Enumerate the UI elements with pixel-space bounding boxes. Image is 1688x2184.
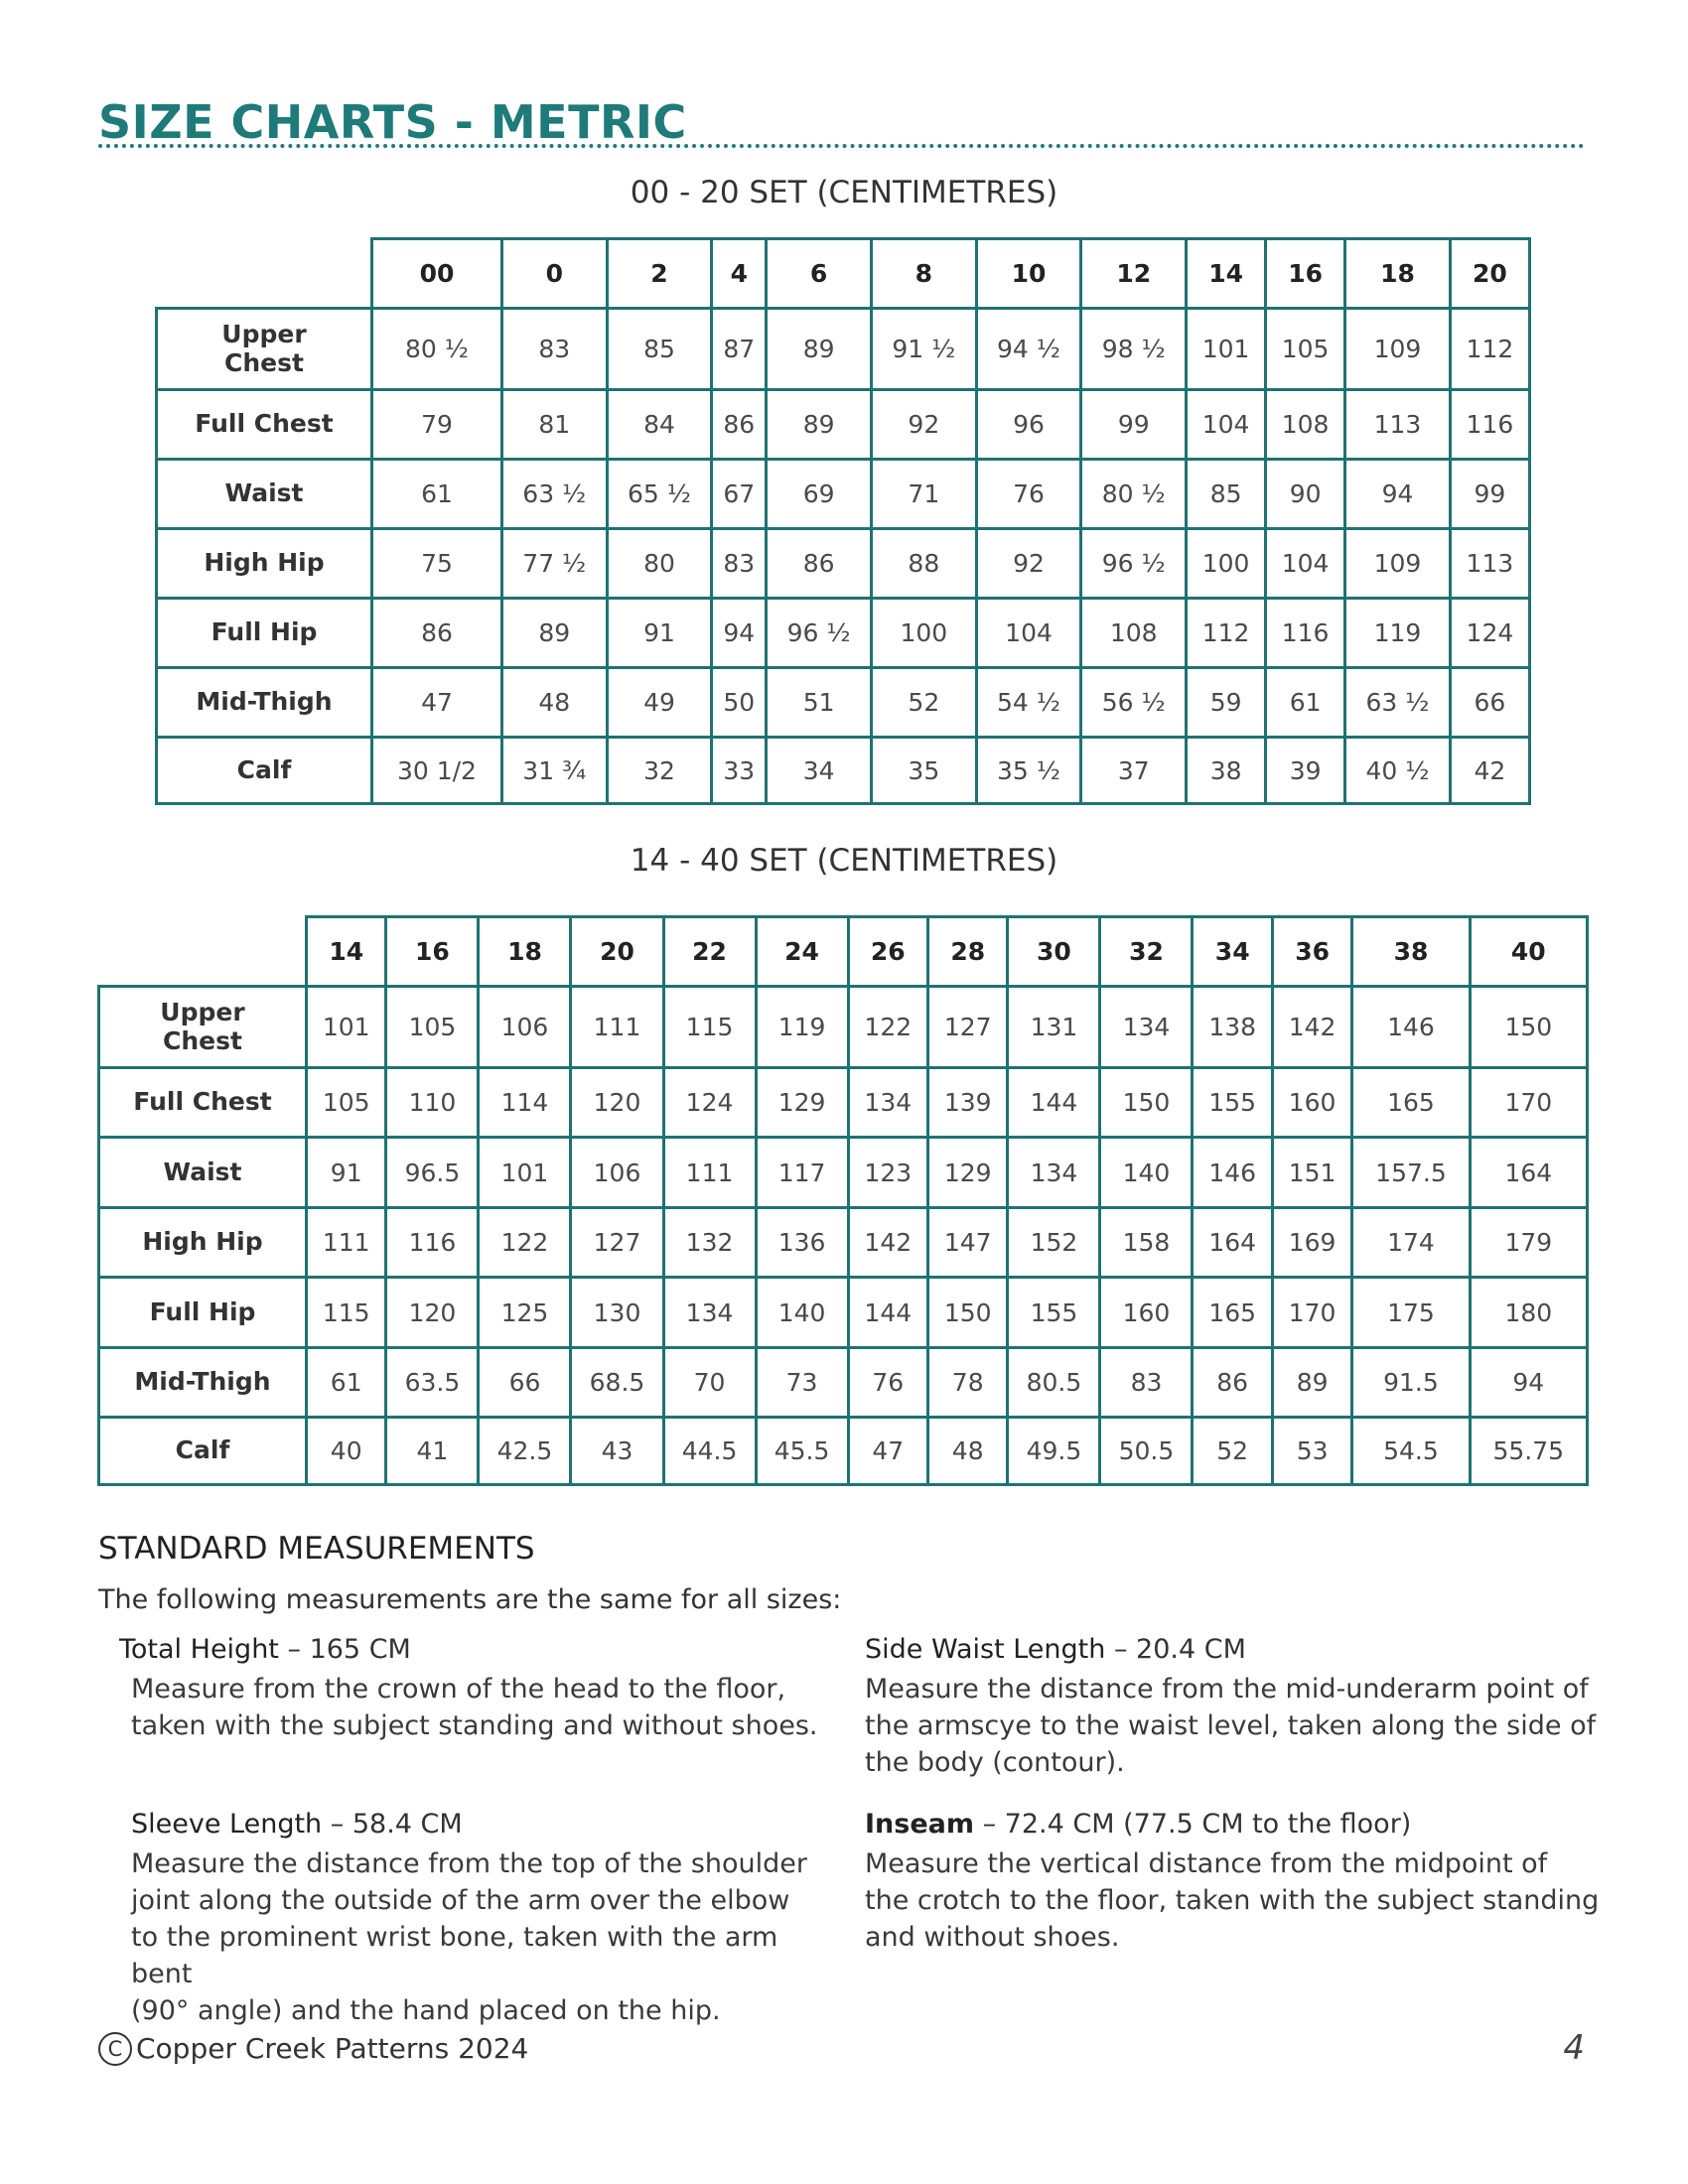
table-cell: 80 ½ [1081, 460, 1187, 529]
size-column-header: 12 [1081, 239, 1187, 309]
table-cell: 66 [479, 1348, 571, 1418]
table-cell: 129 [928, 1138, 1008, 1208]
table-cell: 61 [307, 1348, 386, 1418]
table-cell: 111 [307, 1208, 386, 1278]
table-cell: 94 ½ [976, 309, 1081, 390]
table-cell: 165 [1193, 1278, 1272, 1348]
table-cell: 52 [1193, 1418, 1272, 1485]
table-cell: 85 [607, 309, 712, 390]
table-cell: 41 [386, 1418, 479, 1485]
table-row [99, 1068, 1588, 1138]
table-cell: 142 [848, 1208, 927, 1278]
measurement-heading [865, 1634, 1600, 1665]
measurement-description [119, 1671, 834, 1744]
table-cell: 169 [1272, 1208, 1351, 1278]
table-cell: 89 [501, 599, 607, 668]
page-title: SIZE CHARTS - METRIC [98, 95, 687, 149]
measurement-row-header: Calf [99, 1418, 307, 1485]
table-cell: 63 ½ [1345, 668, 1451, 738]
size-column-header: 2 [607, 239, 712, 309]
standard-measurements-intro: The following measurements are the same for all sizes: [98, 1584, 842, 1615]
table-cell: 42.5 [479, 1418, 571, 1485]
table-cell: 109 [1345, 529, 1451, 599]
table-cell: 59 [1187, 668, 1266, 738]
table-cell: 105 [386, 987, 479, 1068]
measurement-inseam [865, 1809, 1600, 1956]
table-cell: 39 [1266, 738, 1345, 804]
size-column-header: 16 [386, 917, 479, 987]
table-cell: 86 [767, 529, 872, 599]
table-cell: 86 [1193, 1348, 1272, 1418]
table-row [99, 987, 1588, 1068]
size-column-header: 38 [1352, 917, 1470, 987]
table-cell: 150 [1100, 1068, 1193, 1138]
description-line: the crotch to the floor, taken with the subject standing [865, 1885, 1600, 1916]
table-row [99, 1348, 1588, 1418]
table-cell: 134 [1100, 987, 1193, 1068]
table-cell: 109 [1345, 309, 1451, 390]
measurement-row-header: Full Chest [99, 1068, 307, 1138]
table-cell: 101 [307, 987, 386, 1068]
measurement-value: – 58.4 CM [322, 1809, 463, 1840]
measurement-side-waist-length [865, 1634, 1600, 1781]
measurement-row-header: High Hip [157, 529, 372, 599]
table-cell: 127 [928, 987, 1008, 1068]
table-cell: 70 [663, 1348, 756, 1418]
table-cell: 63.5 [386, 1348, 479, 1418]
table-cell: 38 [1187, 738, 1266, 804]
table-cell: 83 [501, 309, 607, 390]
measurement-row-header: Waist [99, 1138, 307, 1208]
table-cell: 51 [767, 668, 872, 738]
table-cell: 61 [1266, 668, 1345, 738]
table-cell: 96 ½ [767, 599, 872, 668]
size-column-header: 8 [871, 239, 976, 309]
table-cell: 87 [712, 309, 767, 390]
table-row [99, 1278, 1588, 1348]
table-cell: 31 ¾ [501, 738, 607, 804]
table-cell: 150 [1470, 987, 1587, 1068]
description-line: taken with the subject standing and without shoes. [131, 1710, 818, 1741]
size-column-header: 26 [848, 917, 927, 987]
table-cell: 37 [1081, 738, 1187, 804]
size-column-header: 40 [1470, 917, 1587, 987]
table-cell: 33 [712, 738, 767, 804]
table-cell: 99 [1450, 460, 1529, 529]
table-cell: 175 [1352, 1278, 1470, 1348]
size-header-row [99, 917, 1588, 987]
measurement-description [865, 1671, 1600, 1781]
measurement-value: – 20.4 CM [1105, 1634, 1246, 1665]
table-cell: 43 [571, 1418, 663, 1485]
table-corner [157, 239, 372, 309]
table-cell: 91.5 [1352, 1348, 1470, 1418]
table-cell: 129 [756, 1068, 848, 1138]
table-cell: 115 [663, 987, 756, 1068]
table-cell: 108 [1081, 599, 1187, 668]
size-column-header: 20 [1450, 239, 1529, 309]
table-row [99, 1208, 1588, 1278]
table-cell: 30 1/2 [372, 738, 502, 804]
table-row [157, 529, 1530, 599]
page-number: 4 [1563, 2028, 1585, 2068]
measurement-description [865, 1845, 1600, 1956]
table-cell: 69 [767, 460, 872, 529]
measurement-total-height [119, 1634, 834, 1744]
table-cell: 122 [479, 1208, 571, 1278]
description-line: Measure from the crown of the head to the floor, [131, 1674, 786, 1705]
size-column-header: 18 [479, 917, 571, 987]
table-cell: 140 [1100, 1138, 1193, 1208]
table-cell: 81 [501, 390, 607, 460]
table-cell: 120 [386, 1278, 479, 1348]
copyright-text: Copper Creek Patterns 2024 [136, 2032, 529, 2065]
table-cell: 86 [712, 390, 767, 460]
footer-copyright [98, 2032, 528, 2066]
measurement-heading [119, 1634, 834, 1665]
table-cell: 155 [1008, 1278, 1100, 1348]
table-cell: 54.5 [1352, 1418, 1470, 1485]
table-cell: 89 [767, 390, 872, 460]
table-cell: 91 [307, 1138, 386, 1208]
table-cell: 90 [1266, 460, 1345, 529]
table-cell: 89 [767, 309, 872, 390]
table-cell: 140 [756, 1278, 848, 1348]
description-line: Measure the distance from the top of the shoulder [131, 1848, 808, 1879]
size-column-header: 20 [571, 917, 663, 987]
table-cell: 134 [1008, 1138, 1100, 1208]
table-cell: 101 [479, 1138, 571, 1208]
table-cell: 92 [976, 529, 1081, 599]
table-cell: 73 [756, 1348, 848, 1418]
measurement-name: Side Waist Length [865, 1634, 1106, 1665]
table-cell: 91 [607, 599, 712, 668]
table-cell: 48 [928, 1418, 1008, 1485]
table-cell: 125 [479, 1278, 571, 1348]
table-cell: 80 [607, 529, 712, 599]
measurement-row-header: Waist [157, 460, 372, 529]
table-cell: 116 [386, 1208, 479, 1278]
table-cell: 100 [871, 599, 976, 668]
description-line: Measure the vertical distance from the midpoint of [865, 1848, 1548, 1879]
description-line: Measure the distance from the mid-underarm point of [865, 1674, 1589, 1705]
measurement-heading [865, 1809, 1600, 1840]
table-cell: 94 [1345, 460, 1451, 529]
table-cell: 76 [848, 1348, 927, 1418]
table-cell: 112 [1450, 309, 1529, 390]
table-cell: 83 [712, 529, 767, 599]
table-cell: 108 [1266, 390, 1345, 460]
table-cell: 116 [1450, 390, 1529, 460]
table-cell: 113 [1450, 529, 1529, 599]
table-cell: 71 [871, 460, 976, 529]
table-cell: 106 [479, 987, 571, 1068]
table-cell: 101 [1187, 309, 1266, 390]
table-cell: 68.5 [571, 1348, 663, 1418]
table-cell: 106 [571, 1138, 663, 1208]
table-cell: 89 [1272, 1348, 1351, 1418]
size-column-header: 24 [756, 917, 848, 987]
table-cell: 65 ½ [607, 460, 712, 529]
table-cell: 85 [1187, 460, 1266, 529]
size-column-header: 30 [1008, 917, 1100, 987]
measurement-name: Inseam [865, 1809, 975, 1840]
table-cell: 80.5 [1008, 1348, 1100, 1418]
table-cell: 170 [1470, 1068, 1587, 1138]
table-cell: 67 [712, 460, 767, 529]
table-cell: 147 [928, 1208, 1008, 1278]
table-cell: 61 [372, 460, 502, 529]
measurement-heading [131, 1809, 846, 1840]
table-row [157, 460, 1530, 529]
description-line: (90° angle) and the hand placed on the hip. [131, 1995, 721, 2026]
table-cell: 124 [1450, 599, 1529, 668]
table-cell: 50.5 [1100, 1418, 1193, 1485]
table-cell: 42 [1450, 738, 1529, 804]
table-cell: 105 [1266, 309, 1345, 390]
table-cell: 47 [848, 1418, 927, 1485]
table-cell: 136 [756, 1208, 848, 1278]
table-cell: 54 ½ [976, 668, 1081, 738]
table-cell: 158 [1100, 1208, 1193, 1278]
table-cell: 130 [571, 1278, 663, 1348]
table-cell: 170 [1272, 1278, 1351, 1348]
size-column-header: 10 [976, 239, 1081, 309]
table-cell: 66 [1450, 668, 1529, 738]
size-column-header: 6 [767, 239, 872, 309]
table-cell: 94 [712, 599, 767, 668]
table-cell: 49 [607, 668, 712, 738]
measurement-row-header: Upper Chest [99, 987, 307, 1068]
table-cell: 138 [1193, 987, 1272, 1068]
measurement-description [131, 1845, 846, 2029]
table-cell: 134 [663, 1278, 756, 1348]
table-cell: 32 [607, 738, 712, 804]
table-cell: 35 ½ [976, 738, 1081, 804]
table-cell: 123 [848, 1138, 927, 1208]
standard-measurements-title: STANDARD MEASUREMENTS [98, 1531, 535, 1567]
table-cell: 116 [1266, 599, 1345, 668]
table-row [99, 1418, 1588, 1485]
table-cell: 105 [307, 1068, 386, 1138]
table-cell: 151 [1272, 1138, 1351, 1208]
copyright-icon: C [98, 2032, 132, 2066]
table-cell: 144 [1008, 1068, 1100, 1138]
table-cell: 40 ½ [1345, 738, 1451, 804]
table-cell: 146 [1352, 987, 1470, 1068]
size-column-header: 14 [1187, 239, 1266, 309]
table-row [157, 390, 1530, 460]
table-cell: 88 [871, 529, 976, 599]
measurement-row-header: High Hip [99, 1208, 307, 1278]
table-corner [99, 917, 307, 987]
size-column-header: 36 [1272, 917, 1351, 987]
table-cell: 104 [1266, 529, 1345, 599]
table-cell: 180 [1470, 1278, 1587, 1348]
table-cell: 146 [1193, 1138, 1272, 1208]
measurement-sleeve-length [131, 1809, 846, 2029]
table-cell: 47 [372, 668, 502, 738]
table-cell: 45.5 [756, 1418, 848, 1485]
table-cell: 152 [1008, 1208, 1100, 1278]
measurement-row-header: Mid-Thigh [99, 1348, 307, 1418]
measurement-value: – 165 CM [278, 1634, 411, 1665]
size-column-header: 14 [307, 917, 386, 987]
description-line: the armscye to the waist level, taken along the side of [865, 1710, 1597, 1741]
table-cell: 96.5 [386, 1138, 479, 1208]
measurement-row-header: Upper Chest [157, 309, 372, 390]
table-row [157, 668, 1530, 738]
table-cell: 110 [386, 1068, 479, 1138]
table-cell: 56 ½ [1081, 668, 1187, 738]
table-cell: 150 [928, 1278, 1008, 1348]
table-cell: 122 [848, 987, 927, 1068]
measurement-row-header: Full Chest [157, 390, 372, 460]
measurement-name: Sleeve Length [131, 1809, 323, 1840]
table-cell: 134 [848, 1068, 927, 1138]
table-cell: 40 [307, 1418, 386, 1485]
description-line: joint along the outside of the arm over the elbow [131, 1885, 790, 1916]
table-cell: 92 [871, 390, 976, 460]
table-cell: 100 [1187, 529, 1266, 599]
size-column-header: 34 [1193, 917, 1272, 987]
size-column-header: 00 [372, 239, 502, 309]
measurement-row-header: Full Hip [99, 1278, 307, 1348]
description-line: to the prominent wrist bone, taken with the arm bent [131, 1922, 778, 1989]
table-cell: 49.5 [1008, 1418, 1100, 1485]
size-column-header: 0 [501, 239, 607, 309]
table-cell: 96 ½ [1081, 529, 1187, 599]
table-cell: 155 [1193, 1068, 1272, 1138]
table-cell: 119 [756, 987, 848, 1068]
table-cell: 115 [307, 1278, 386, 1348]
table-cell: 111 [571, 987, 663, 1068]
table-cell: 91 ½ [871, 309, 976, 390]
table-cell: 164 [1470, 1138, 1587, 1208]
size-table-14-40 [97, 915, 1589, 1486]
title-dotted-rule [98, 144, 1585, 148]
table-cell: 174 [1352, 1208, 1470, 1278]
table-cell: 131 [1008, 987, 1100, 1068]
table-cell: 142 [1272, 987, 1351, 1068]
table-cell: 164 [1193, 1208, 1272, 1278]
table-cell: 53 [1272, 1418, 1351, 1485]
table-cell: 144 [848, 1278, 927, 1348]
size-column-header: 16 [1266, 239, 1345, 309]
table-cell: 165 [1352, 1068, 1470, 1138]
table-cell: 79 [372, 390, 502, 460]
table1-title: 00 - 20 SET (CENTIMETRES) [630, 175, 1058, 210]
table-cell: 96 [976, 390, 1081, 460]
description-line: and without shoes. [865, 1922, 1120, 1953]
measurement-row-header: Calf [157, 738, 372, 804]
measurement-row-header: Mid-Thigh [157, 668, 372, 738]
description-line: the body (contour). [865, 1747, 1125, 1778]
table-cell: 99 [1081, 390, 1187, 460]
table-cell: 44.5 [663, 1418, 756, 1485]
size-column-header: 22 [663, 917, 756, 987]
table-cell: 117 [756, 1138, 848, 1208]
table-cell: 52 [871, 668, 976, 738]
table-cell: 34 [767, 738, 872, 804]
measurement-value: – 72.4 CM (77.5 CM to the floor) [974, 1809, 1412, 1840]
measurement-row-header: Full Hip [157, 599, 372, 668]
table-cell: 50 [712, 668, 767, 738]
size-column-header: 28 [928, 917, 1008, 987]
table-cell: 48 [501, 668, 607, 738]
table-cell: 84 [607, 390, 712, 460]
table-cell: 160 [1272, 1068, 1351, 1138]
table-row [157, 309, 1530, 390]
table-cell: 98 ½ [1081, 309, 1187, 390]
table-cell: 160 [1100, 1278, 1193, 1348]
table-cell: 111 [663, 1138, 756, 1208]
table2-title: 14 - 40 SET (CENTIMETRES) [630, 843, 1058, 879]
table-cell: 75 [372, 529, 502, 599]
table-cell: 157.5 [1352, 1138, 1470, 1208]
table-cell: 55.75 [1470, 1418, 1587, 1485]
table-cell: 132 [663, 1208, 756, 1278]
table-cell: 80 ½ [372, 309, 502, 390]
table-row [157, 599, 1530, 668]
table-row [157, 738, 1530, 804]
size-column-header: 18 [1345, 239, 1451, 309]
size-header-row [157, 239, 1530, 309]
table-cell: 124 [663, 1068, 756, 1138]
table-cell: 78 [928, 1348, 1008, 1418]
table-cell: 112 [1187, 599, 1266, 668]
table-cell: 83 [1100, 1348, 1193, 1418]
table-cell: 35 [871, 738, 976, 804]
size-column-header: 32 [1100, 917, 1193, 987]
size-column-header: 4 [712, 239, 767, 309]
table-cell: 94 [1470, 1348, 1587, 1418]
table-cell: 86 [372, 599, 502, 668]
table-cell: 127 [571, 1208, 663, 1278]
table-cell: 104 [1187, 390, 1266, 460]
table-cell: 119 [1345, 599, 1451, 668]
table-cell: 104 [976, 599, 1081, 668]
table-cell: 120 [571, 1068, 663, 1138]
table-cell: 139 [928, 1068, 1008, 1138]
table-cell: 77 ½ [501, 529, 607, 599]
table-cell: 114 [479, 1068, 571, 1138]
table-cell: 179 [1470, 1208, 1587, 1278]
measurement-name: Total Height [119, 1634, 279, 1665]
table-row [99, 1138, 1588, 1208]
size-table-00-20 [155, 237, 1531, 805]
table-cell: 76 [976, 460, 1081, 529]
table-cell: 113 [1345, 390, 1451, 460]
table-cell: 63 ½ [501, 460, 607, 529]
